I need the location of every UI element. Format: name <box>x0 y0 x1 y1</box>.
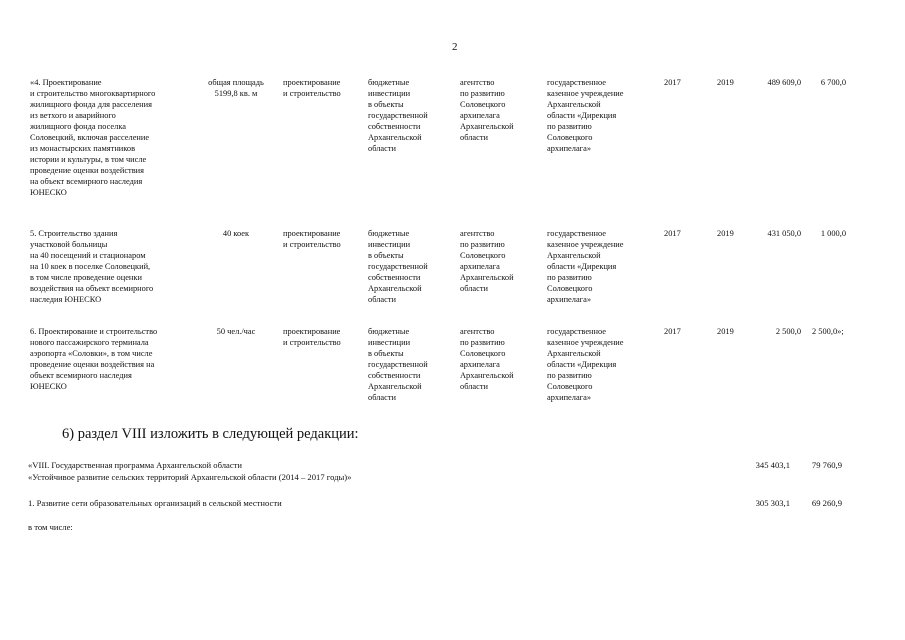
project-customer: агентство по развитию Соловецкого архипелага Архангельской области <box>460 78 514 142</box>
project-investment-form: бюджетные инвестиции в объекты государственной собственности Архангельской области <box>368 229 428 304</box>
project-customer: агентство по развитию Соловецкого архипелага Архангельской области <box>460 229 514 293</box>
project-work-type: проектирование и строительство <box>283 327 341 347</box>
project-end-year: 2019 <box>717 78 734 87</box>
section-item-1-total: 305 303,1 <box>755 498 790 508</box>
project-end-year: 2019 <box>717 229 734 238</box>
project-developer: государственное казенное учреждение Архангельской области «Дирекция по развитию Соловецкого архипелага» <box>547 78 624 153</box>
project-year-amount: 2 500,0»; <box>812 327 844 336</box>
project-developer: государственное казенное учреждение Архангельской области «Дирекция по развитию Соловецкого архипелага» <box>547 327 624 402</box>
page-number: 2 <box>452 41 458 53</box>
project-investment-form: бюджетные инвестиции в объекты государственной собственности Архангельской области <box>368 327 428 402</box>
project-work-type: проектирование и строительство <box>283 229 341 249</box>
project-name: 5. Строительство здания участковой больницы на 40 посещений и стационаром на 10 коек в поселке Соловецкий, в том числе проведение оценки воздействия на объект всемирного наследия ЮНЕСКО <box>30 229 154 304</box>
project-capacity: 50 чел./час <box>216 327 256 336</box>
project-total-cost: 2 500,0 <box>775 327 801 336</box>
project-start-year: 2017 <box>664 229 681 238</box>
project-total-cost: 431 050,0 <box>767 229 801 238</box>
including-label: в том числе: <box>28 522 73 532</box>
section-item-1-label: 1. Развитие сети образовательных организаций в сельской местности <box>28 498 282 508</box>
project-start-year: 2017 <box>664 78 681 87</box>
section-title: «VIII. Государственная программа Архангельской области «Устойчивое развитие сельских территорий Архангельской области (2014 – 2017 годы)» <box>28 460 352 482</box>
project-investment-form: бюджетные инвестиции в объекты государственной собственности Архангельской области <box>368 78 428 153</box>
section-item-1-amount: 69 260,9 <box>811 498 842 508</box>
project-start-year: 2017 <box>664 327 681 336</box>
project-name: «4. Проектирование и строительство многоквартирного жилищного фонда для расселения из ветхого и аварийного жилищного фонда поселка Соловецкий, включая расселение из монастырских памятников истории и культуры, в том числе проведение оценки воздействия на объект всемирного наследия ЮНЕСКО <box>30 78 156 197</box>
section-year-amount: 79 760,9 <box>811 460 842 470</box>
project-customer: агентство по развитию Соловецкого архипелага Архангельской области <box>460 327 514 391</box>
project-capacity: общая площадь 5199,8 кв. м <box>208 78 264 98</box>
project-year-amount: 6 700,0 <box>820 78 846 87</box>
project-work-type: проектирование и строительство <box>283 78 341 98</box>
project-year-amount: 1 000,0 <box>820 229 846 238</box>
project-name: 6. Проектирование и строительство нового пассажирского терминала аэропорта «Соловки», в том числе проведение оценки воздействия на объект всемирного наследия ЮНЕСКО <box>30 327 158 391</box>
section-heading: 6) раздел VIII изложить в следующей редакции: <box>62 426 359 442</box>
project-capacity: 40 коек <box>222 229 250 238</box>
project-total-cost: 489 609,0 <box>767 78 801 87</box>
project-developer: государственное казенное учреждение Архангельской области «Дирекция по развитию Соловецкого архипелага» <box>547 229 624 304</box>
project-end-year: 2019 <box>717 327 734 336</box>
section-total-cost: 345 403,1 <box>755 460 790 470</box>
